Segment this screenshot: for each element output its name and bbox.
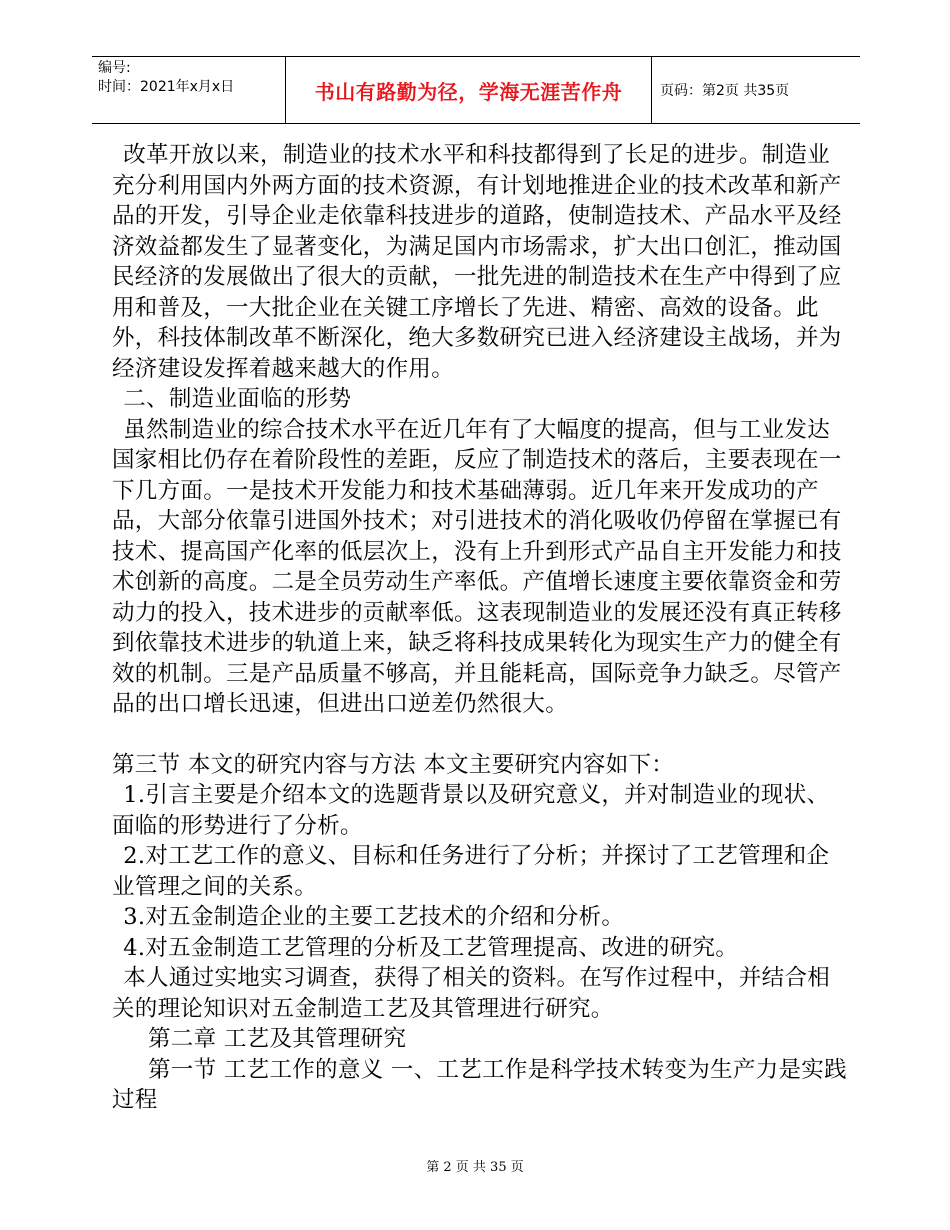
header-page-info: 页码：第2页 共35页 [660,83,790,99]
chapter-two-heading: 第二章 工艺及其管理研究 [148,1026,407,1052]
paragraph-situation: 虽然制造业的综合技术水平在近几年有了大幅度的提高，但与工业发达国家相比仍存在着阶段性的差距，反应了制造技术的落后，主要表现在一下几方面。一是技术开发能力和技术基础薄弱。近几年来开发成功的产品，大部分依靠引进国外技术；对引进技术的消化吸收仍停留在掌握已有技术、提高国产化率的低层次上，没有上升到形式产品自主开发能力和技术创新的高度。二是全员劳动生产率低。产值增长速度主要依靠资金和劳动力的投入，技术进步的贡献率低。这表现制造业的发展还没有真正转移到依靠技术进步的轨道上来，缺乏将科技成果转化为现实生产力的健全有效的机制。三是产品质量不够高，并且能耗高，国际竞争力缺乏。尽管产品的出口增长迅速，但进出口逆差仍然很大。 [112,416,842,717]
list-item-3: 3.对五金制造企业的主要工艺技术的介绍和分析。 [123,904,625,930]
list-item-2: 2.对工艺工作的意义、目标和任务进行了分析；并探讨了工艺管理和企业管理之间的关系。 [112,843,830,900]
list-item-4: 4.对五金制造工艺管理的分析及工艺管理提高、改进的研究。 [123,934,739,961]
document-number-label: 编号: [98,60,131,76]
header-motto: 书山有路勤为径，学海无涯苦作舟 [314,79,623,104]
page-header [92,56,860,124]
page-footer: 第 2 页 共 35 页 [426,1160,524,1175]
section-three-heading: 第三节 本文的研究内容与方法 本文主要研究内容如下： [112,751,675,778]
blank-line [112,720,847,750]
heading-situation: 二、制造业面临的形势 [123,386,352,412]
document-time: 时间：2021年x月x日 [98,79,235,95]
paragraph-reform: 改革开放以来，制造业的技术水平和科技都得到了长足的进步。制造业充分利用国内外两方面的技术资源，有计划地推进企业的技术改革和新产品的开发，引导企业走依靠科技进步的道路，使制造技术、产品水平及经济效益都发生了显著变化，为满足国内市场需求，扩大出口创汇，推动国民经济的发展做出了很大的贡献，一批先进的制造技术在生产中得到了应用和普及，一大批企业在关键工序增长了先进、精密、高效的设备。此外，科技体制改革不断深化，绝大多数研究已进入经济建设主战场，并为经济建设发挥着越来越大的作用。 [112,142,842,382]
paragraph-research: 本人通过实地实习调查，获得了相关的资料。在写作过程中，并结合相关的理论知识对五金制造工艺及其管理进行研究。 [112,965,831,1022]
list-item-1: 1.引言主要是介绍本文的选题背景以及研究意义，并对制造业的现状、面临的形势进行了分析。 [112,782,830,839]
header-motto-cell [285,57,652,123]
header-meta [92,57,285,123]
document-body [112,140,847,1116]
section-one-heading: 第一节 工艺工作的意义 一、工艺工作是科学技术转变为生产力是实践过程 [112,1056,847,1113]
